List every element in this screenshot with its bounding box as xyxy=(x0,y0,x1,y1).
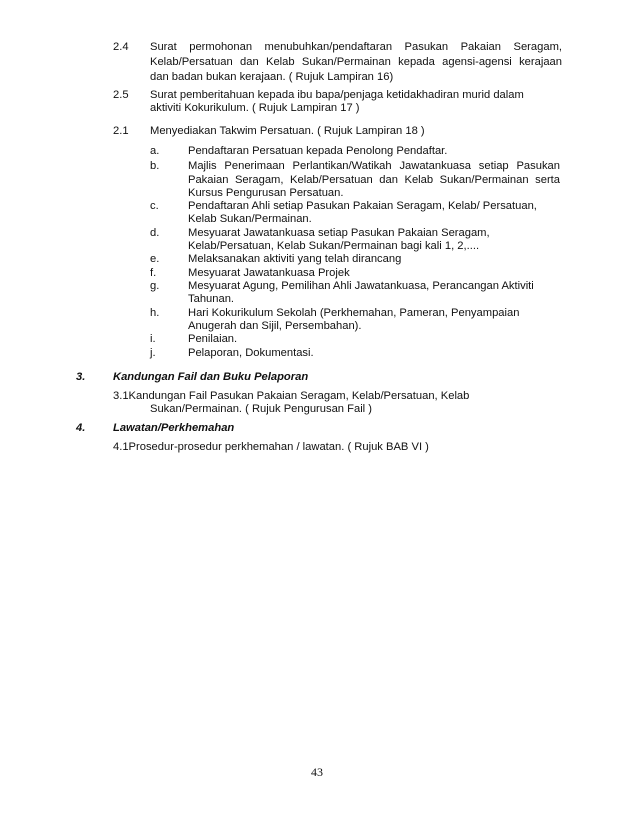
list-item-line: Tahunan. xyxy=(188,293,235,305)
list-item-line: Penilaian. xyxy=(188,333,238,345)
list-item-line: Mesyuarat Jawatankuasa Projek xyxy=(188,267,350,279)
list-item-line: Pelaporan, Dokumentasi. xyxy=(188,347,314,359)
list-letter: e. xyxy=(150,253,160,265)
list-item-line: Mesyuarat Agung, Pemilihan Ahli Jawatankuasa, Perancangan Aktiviti xyxy=(188,280,534,292)
list-letter: g. xyxy=(150,280,160,292)
section-heading: Kandungan Fail dan Buku Pelaporan xyxy=(113,371,309,383)
list-item-line: Hari Kokurikulum Sekolah (Perkhemahan, Pameran, Penyampaian xyxy=(188,307,520,319)
item-number: 2.5 xyxy=(113,89,129,101)
item-text-line: Menyediakan Takwim Persatuan. ( Rujuk Lampiran 18 ) xyxy=(150,125,425,137)
list-item-line: Anugerah dan Sijil, Persembahan). xyxy=(188,320,362,332)
list-item-line: Pakaian Seragam, Kelab/Persatuan dan Kelab Sukan/Permainan serta xyxy=(188,174,560,186)
section-heading: Lawatan/Perkhemahan xyxy=(113,422,235,434)
list-letter: h. xyxy=(150,307,160,319)
list-letter: f. xyxy=(150,267,157,279)
item-text-line: Surat permohonan menubuhkan/pendaftaran Pasukan Pakaian Seragam, xyxy=(150,41,562,53)
list-item-line: Pendaftaran Persatuan kepada Penolong Pendaftar. xyxy=(188,145,448,157)
item-number: 2.4 xyxy=(113,41,129,53)
list-letter: c. xyxy=(150,200,159,212)
section-number: 3. xyxy=(76,371,86,383)
list-item-line: Kelab Sukan/Permainan. xyxy=(188,213,312,225)
list-item-line: Kursus Pengurusan Persatuan. xyxy=(188,187,344,199)
section-item-line: 4.1Prosedur-prosedur perkhemahan / lawatan. ( Rujuk BAB VI ) xyxy=(113,441,429,453)
item-text-line: Kelab/Persatuan dan Kelab Sukan/Permainan kepada agensi-agensi kerajaan xyxy=(150,56,562,68)
section-item-line: 3.1Kandungan Fail Pasukan Pakaian Seragam, Kelab/Persatuan, Kelab xyxy=(113,390,470,402)
list-letter: d. xyxy=(150,227,160,239)
section-number: 4. xyxy=(76,422,86,434)
list-letter: a. xyxy=(150,145,160,157)
item-text-line: aktiviti Kokurikulum. ( Rujuk Lampiran 17 ) xyxy=(150,102,360,114)
item-text-line: Surat pemberitahuan kepada ibu bapa/penjaga ketidakhadiran murid dalam xyxy=(150,89,524,101)
list-item-line: Kelab/Persatuan, Kelab Sukan/Permainan bagi kali 1, 2,.... xyxy=(188,240,480,252)
list-item-line: Majlis Penerimaan Perlantikan/Watikah Jawatankuasa setiap Pasukan xyxy=(188,160,560,172)
list-letter: b. xyxy=(150,160,160,172)
list-item-line: Melaksanakan aktiviti yang telah dirancang xyxy=(188,253,402,265)
list-item-line: Mesyuarat Jawatankuasa setiap Pasukan Pakaian Seragam, xyxy=(188,227,490,239)
page-number: 43 xyxy=(311,765,323,779)
list-letter: i. xyxy=(150,333,156,345)
item-text-line: dan badan bukan kerajaan. ( Rujuk Lampiran 16) xyxy=(150,71,394,83)
item-number: 2.1 xyxy=(113,125,129,137)
section-item-line: Sukan/Permainan. ( Rujuk Pengurusan Fail ) xyxy=(150,403,372,415)
list-letter: j. xyxy=(150,347,156,359)
list-item-line: Pendaftaran Ahli setiap Pasukan Pakaian Seragam, Kelab/ Persatuan, xyxy=(188,200,537,212)
